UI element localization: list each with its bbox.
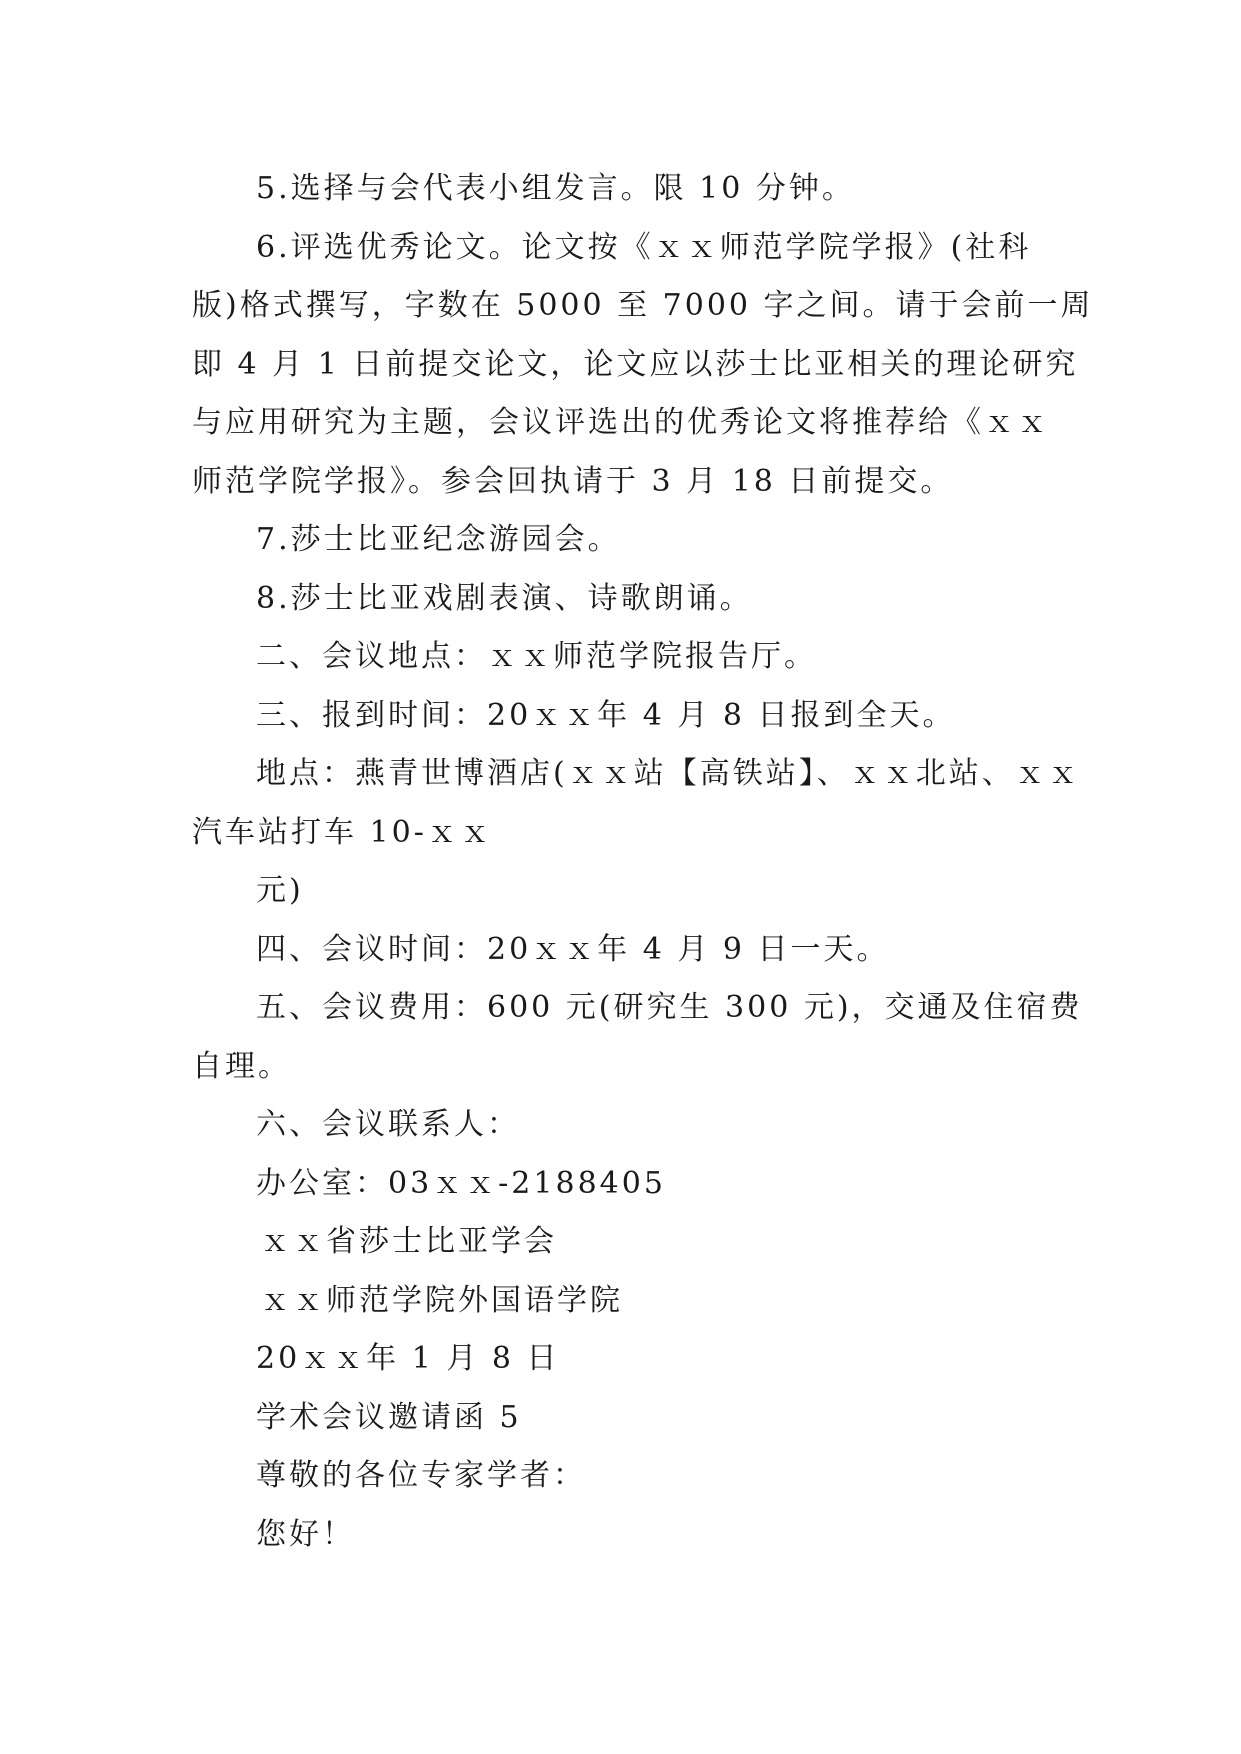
registration-time: 三、报到时间：20ｘｘ年 4 月 8 日报到全天。	[256, 697, 956, 733]
contact-heading: 六、会议联系人：	[256, 1107, 520, 1142]
paragraph-line: 与应用研究为主题，会议评选出的优秀论文将推荐给《ｘｘ	[192, 405, 1050, 440]
meeting-time: 四、会议时间：20ｘｘ年 4 月 9 日一天。	[256, 931, 890, 967]
registration-location: 地点：燕青世博酒店(ｘｘ站【高铁站】、ｘｘ北站、ｘｘ	[256, 756, 1081, 791]
document-date: 20ｘｘ年 1 月 8 日	[256, 1341, 560, 1376]
organizer-college: ｘｘ师范学院外国语学院	[260, 1282, 623, 1318]
agenda-item-6: 6.评选优秀论文。论文按《ｘｘ师范学院学报》(社科	[256, 229, 1032, 265]
agenda-item-8: 8.莎士比亚戏剧表演、诗歌朗诵。	[256, 580, 753, 616]
salutation: 尊敬的各位专家学者：	[256, 1458, 586, 1493]
paragraph-line: 元)	[256, 873, 304, 908]
agenda-item-7: 7.莎士比亚纪念游园会。	[256, 522, 621, 557]
meeting-venue: 二、会议地点：ｘｘ师范学院报告厅。	[256, 639, 817, 674]
office-phone: 办公室：03ｘｘ-2188405	[256, 1165, 666, 1201]
paragraph-line: 即 4 月 1 日前提交论文，论文应以莎士比亚相关的理论研究	[192, 346, 1079, 382]
section-title: 学术会议邀请函 5	[256, 1399, 522, 1435]
greeting: 您好！	[256, 1516, 355, 1552]
paragraph-line: 版)格式撰写，字数在 5000 至 7000 字之间。请于会前一周	[192, 288, 1094, 323]
paragraph-line: 师范学院学报》。参会回执请于 3 月 18 日前提交。	[192, 463, 954, 499]
document-page	[192, 160, 1094, 1564]
paragraph-line: 自理。	[192, 1048, 291, 1084]
meeting-fee: 五、会议费用：600 元(研究生 300 元)，交通及住宿费	[256, 990, 1083, 1025]
paragraph-line: 汽车站打车 10-ｘｘ	[192, 814, 493, 850]
organizer-society: ｘｘ省莎士比亚学会	[260, 1224, 557, 1259]
agenda-item-5: 5.选择与会代表小组发言。限 10 分钟。	[256, 171, 855, 206]
